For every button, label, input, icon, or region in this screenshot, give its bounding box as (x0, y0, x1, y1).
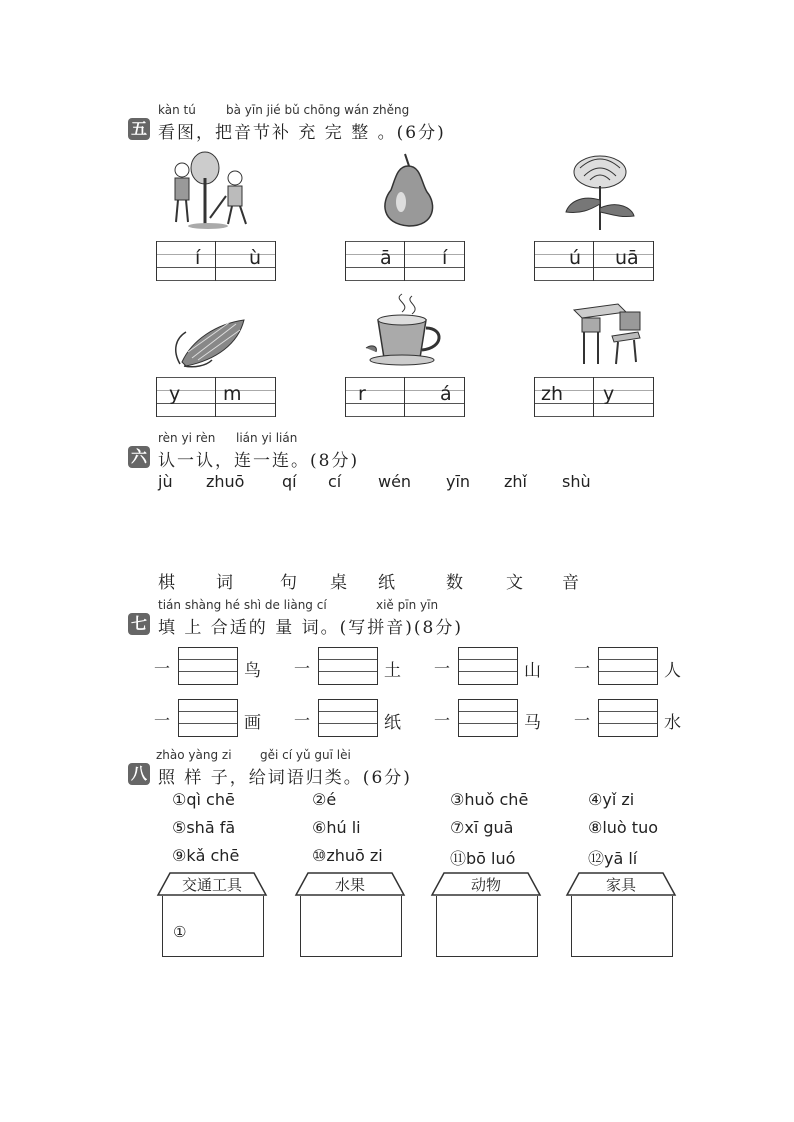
q6-hanzi-1[interactable]: 棋 (158, 573, 175, 593)
q8-pinyin-2: gěi cí yǔ guī lèi (260, 748, 351, 762)
q6-hanzi-4[interactable]: 桌 (330, 573, 347, 593)
grid-4-right: m (223, 383, 242, 405)
noun-person: 人 (664, 661, 681, 681)
pinyin-grid-4[interactable] (156, 377, 276, 417)
one-label: 一 (434, 659, 451, 678)
measure-word-box-5[interactable] (178, 699, 238, 737)
word-item-5: ⑤shā fā (172, 818, 236, 837)
grid-3-left: ú (569, 247, 582, 269)
measure-word-box-8[interactable] (598, 699, 658, 737)
category-label-fruit: 水果 (334, 876, 365, 894)
q6-pinyin-2-item[interactable]: zhuō (206, 472, 245, 491)
q6-pinyin-4-item[interactable]: cí (328, 472, 342, 491)
one-label: 一 (434, 711, 451, 730)
one-label: 一 (574, 711, 591, 730)
q6-pinyin-7-item[interactable]: zhǐ (504, 472, 527, 491)
word-item-4: ④yǐ zi (588, 790, 635, 809)
grid-6-right: y (603, 383, 615, 405)
q6-hanzi-8[interactable]: 音 (562, 573, 579, 593)
q6-pinyin-1: rèn yi rèn (158, 431, 216, 445)
pinyin-grid-1[interactable] (156, 241, 276, 281)
word-item-3: ③huǒ chē (450, 790, 529, 809)
pear-picture (375, 150, 445, 230)
q6-hanzi-2[interactable]: 词 (216, 573, 233, 593)
q8-number: 八 (128, 763, 150, 785)
measure-word-box-7[interactable] (458, 699, 518, 737)
grid-1-right: ù (249, 247, 262, 269)
category-example: ① (173, 923, 187, 941)
category-label-transport: 交通工具 (181, 876, 242, 894)
category-house-furniture[interactable] (565, 872, 677, 962)
measure-word-box-1[interactable] (178, 647, 238, 685)
q6-pinyin-5-item[interactable]: wén (378, 472, 412, 491)
q6-pinyin-8-item[interactable]: shù (562, 472, 591, 491)
one-label: 一 (574, 659, 591, 678)
grid-3-right: uā (615, 247, 639, 269)
q6-pinyin-6-item[interactable]: yīn (446, 472, 471, 491)
category-house-animal[interactable] (430, 872, 542, 962)
word-item-2: ②é (312, 790, 337, 809)
noun-painting: 画 (244, 713, 261, 733)
q6-pinyin-3-item[interactable]: qí (282, 472, 297, 491)
q7-title: 填 上 合适的 量 词。(写拼音)(8分) (158, 618, 463, 638)
q6-number: 六 (128, 446, 150, 468)
grid-5-right: á (440, 383, 452, 405)
word-item-12: ⑫yā lí (588, 849, 638, 868)
measure-word-box-2[interactable] (318, 647, 378, 685)
q5-title: 看图，把音节补 充 完 整 。(6分) (158, 123, 446, 143)
grid-2-left: ā (380, 247, 392, 269)
q5-pinyin-1: kàn tú (158, 103, 196, 117)
word-item-1: ①qì chē (172, 790, 235, 809)
word-item-7: ⑦xī guā (450, 818, 514, 837)
noun-soil: 土 (384, 661, 401, 681)
pinyin-grid-6[interactable] (534, 377, 654, 417)
grid-5-left: r (358, 383, 366, 405)
q6-hanzi-5[interactable]: 纸 (378, 573, 395, 593)
one-label: 一 (154, 711, 171, 730)
pinyin-grid-5[interactable] (345, 377, 465, 417)
q8-pinyin-1: zhào yàng zi (156, 748, 232, 762)
children-planting-tree-picture (160, 148, 260, 230)
corn-picture (172, 310, 252, 370)
one-label: 一 (294, 711, 311, 730)
q7-pinyin-1: tián shàng hé shì de liàng cí (158, 598, 327, 612)
q5-number: 五 (128, 118, 150, 140)
pinyin-grid-2[interactable] (345, 241, 465, 281)
chrysanthemum-picture (560, 150, 640, 232)
noun-water: 水 (664, 713, 681, 733)
noun-horse: 马 (524, 713, 541, 733)
word-item-10: ⑩zhuō zi (312, 846, 383, 865)
grid-6-left: zh (541, 383, 564, 405)
word-item-9: ⑨kǎ chē (172, 846, 240, 865)
noun-paper: 纸 (384, 713, 401, 733)
category-house-transport[interactable] (156, 872, 268, 962)
category-label-furniture: 家具 (605, 876, 636, 894)
q5-pinyin-2: bà yīn jié bǔ chōng wán zhěng (226, 103, 410, 117)
grid-2-right: í (442, 247, 448, 269)
noun-bird: 鸟 (244, 661, 261, 681)
teacup-picture (362, 292, 448, 372)
q7-number: 七 (128, 613, 150, 635)
q6-hanzi-7[interactable]: 文 (506, 573, 523, 593)
one-label: 一 (294, 659, 311, 678)
q6-title: 认一认，连一连。(8分) (158, 451, 360, 471)
grid-4-left: y (169, 383, 181, 405)
pinyin-grid-3[interactable] (534, 241, 654, 281)
q6-pinyin-2: lián yi lián (236, 431, 298, 445)
one-label: 一 (154, 659, 171, 678)
grid-1-left: í (195, 247, 201, 269)
measure-word-box-3[interactable] (458, 647, 518, 685)
measure-word-box-6[interactable] (318, 699, 378, 737)
category-label-animal: 动物 (470, 876, 501, 894)
q6-pinyin-1-item[interactable]: jù (158, 472, 173, 491)
q7-pinyin-2: xiě pīn yīn (376, 598, 439, 612)
measure-word-box-4[interactable] (598, 647, 658, 685)
word-item-11: ⑪bō luó (450, 849, 516, 868)
word-item-6: ⑥hú li (312, 818, 361, 837)
category-house-fruit[interactable] (294, 872, 406, 962)
word-item-8: ⑧luò tuo (588, 818, 659, 837)
q8-title: 照 样 子，给词语归类。(6分) (158, 768, 412, 788)
q6-hanzi-3[interactable]: 句 (280, 573, 297, 593)
q6-hanzi-6[interactable]: 数 (446, 573, 463, 593)
desk-and-chair-picture (568, 298, 648, 370)
noun-mountain: 山 (524, 661, 541, 681)
